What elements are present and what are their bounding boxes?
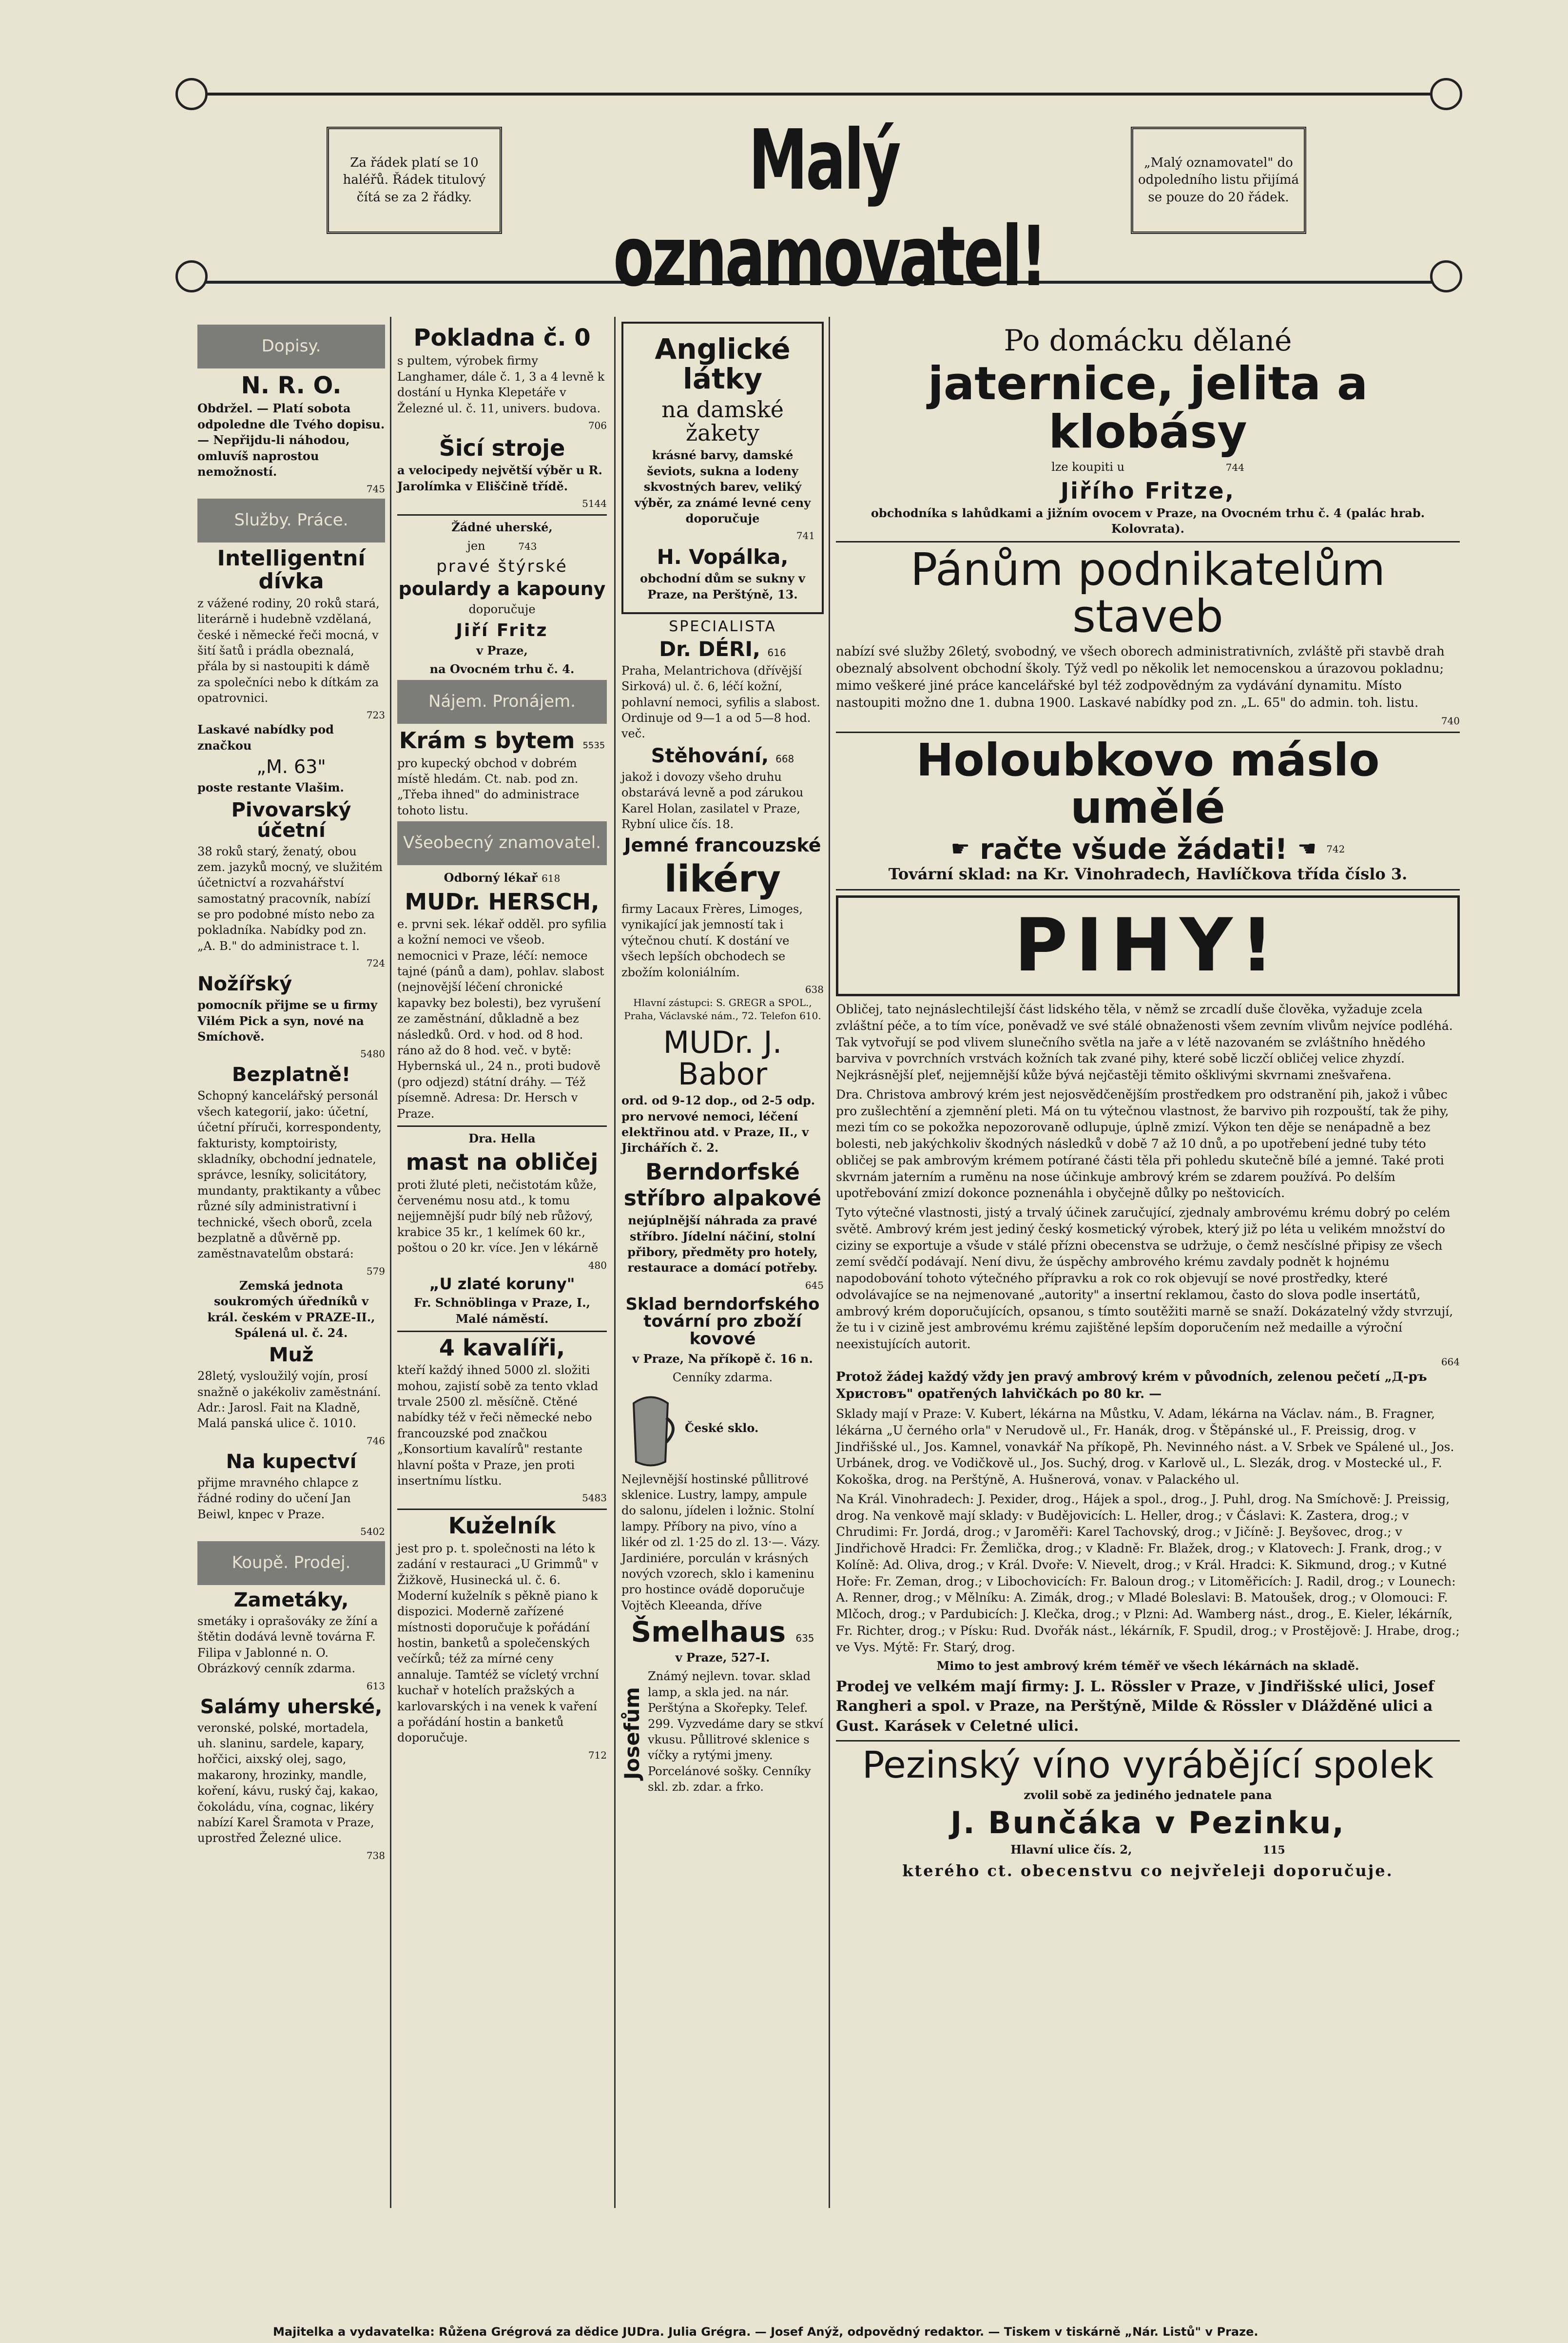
- ad-text: jen: [467, 539, 485, 553]
- column-divider: [390, 317, 391, 2208]
- ad-text: doporučuje: [468, 602, 536, 617]
- ad-number: 746: [366, 1434, 385, 1447]
- glass-ad-row: [621, 1389, 824, 1472]
- ad-title: Pánům podnikatelům staveb: [910, 543, 1386, 643]
- ad-title: Na kupectví: [226, 1450, 357, 1473]
- ad-text: Nejlevnější hostinské půllitrové sklenice. Lustry, lampy, ampule do salonu, jídelen i ložnic. Stolní lampy. Příbory na pivo, víno a likér od zl. 1·25 do zl. 13·—. Vázy. Jardiniére, porculán v krásných nových vzorech, sklo i kameninu pro hostince ovádě doporučuje Vojtěch Kleeanda, dříve: [621, 1472, 820, 1612]
- ad-title: Anglické látky: [655, 332, 791, 395]
- ad-text: [836, 459, 1460, 475]
- ad-text: Tyto výtečné vlastnosti, jistý a trvalý účinek zaručující, zjednaly ambrovému krému dobrý po celém světě. Ambrový krém jest jediný český kosmetický výrobek, který již po léta u velikém množství do ciziny se exportuje a všude v stálé přízni obecenstva se udržuje, o čemž nesčíslné připisy ze všech zemí svědčí podávají. Není divu, že úspěchy ambrového krému zavdaly podnět k hojnému napodobování tohoto výtečného přípravku a rok co rok objevují se nové prostředky, které odvolávajíce se na nejmenované „autority" a insertní reklamou, často do slova podle insertátů, ambrový krém doporučujících, opsanou, s tímto soutěžiti marně se snaží. Dokázatelný vždy stvrzují, že tu i v cizině jest ambrovému krému zajištěné lepším doporučením než medaille a výroční neexistujících autorit.: [836, 1205, 1453, 1352]
- ad-number: 5144: [582, 498, 607, 510]
- ad-number: 613: [366, 1680, 385, 1692]
- ad-number: 115: [1262, 1843, 1285, 1857]
- ad-number: 745: [366, 483, 385, 495]
- column-divider: [614, 317, 616, 2208]
- ad-text: v Praze, 527-I.: [675, 1650, 770, 1665]
- ad-title: 4 kavalíři,: [439, 1335, 565, 1361]
- ad-title: [621, 746, 824, 766]
- ad-title: Pokladna č. 0: [413, 324, 591, 351]
- ad-number: 5483: [582, 1492, 607, 1504]
- ad-number: 743: [518, 541, 537, 553]
- separator: [836, 889, 1460, 891]
- ad-text: Tovární sklad: na Kr. Vinohradech, Havlíčkova třída číslo 3.: [888, 865, 1408, 884]
- ad-title: Po domácku dělané: [1004, 324, 1292, 358]
- ad-title: J. Bunčáka v Pezinku,: [950, 1805, 1345, 1841]
- deadline-notice-box: „Malý oznamovatel" do odpoledního listu přijímá se pouze do 20 řádek.: [1131, 127, 1306, 234]
- column-divider: [829, 317, 830, 2208]
- ad-text: Mimo to jest ambrový krém téměř ve všech lékárnách na skladě.: [936, 1659, 1359, 1673]
- maslo-sub-row: [836, 834, 1460, 864]
- ad-text: kterého ct. obecenstvu co nejvřeleji doporučuje.: [902, 1861, 1394, 1880]
- ad-text: v Praze, Na příkopě č. 16 n.: [632, 1351, 813, 1366]
- ad-number: 5402: [360, 1526, 385, 1538]
- ad-text: Dra. Hella: [468, 1131, 536, 1145]
- ad-title: MUDr. HERSCH,: [405, 888, 600, 915]
- separator: [397, 1331, 607, 1332]
- ad-text: Na Král. Vinohradech: J. Pexider, drog., Hájek a spol., drog., J. Puhl, drog. Na Smíchově: J. Preissig, drog. Na venkově mají sklady: v Budějovicích: L. Heller, drog.; v Čáslavi: K. Zastera, drog.; v Chrudimi: Fr. Jordá, drog.; v Jaroměři: Karel Tachovský, drog.; v Jičíně: J. Beyšovec, drog.; v Jindřichově Hradci: Fr. Žemlička, drog.; v Kladně: Fr. Blažek, drog.; v Klatovech: J. Frank, drog.; v Kolíně: Ad. Oliva, drog.; v Král. Dvoře: V. Nievelt, drog.; v Král. Hradci: K. Sikmund, drog.; v Kutné Hoře: Fr. Zeman, drog.; v Libochovicích: Fr. Baloun drog.; v Litoměřicích: J. Radil, drog.; v Lounech: A. Renner, drog.; v Mělníku: A. Zimák, drog.; v Mladé Boleslavi: B. Matoušek, drog.; v Olomouci: F. Mlčoch, drog.; v Pardubicích: J. Klečka, drog.; v Plzni: Ad. Wamberg nást., drog., E. Kieler, lékárník, Fr. Richter, drog.; v Písku: Rud. Dvořák nást., lékárník, F. Spudil, drog.; v Prostějově: J. Hrabe, drog.; ve Vys. Mýtě: Fr. Starý, drog.: [836, 1491, 1460, 1654]
- ad-title: Zametáky,: [233, 1589, 349, 1612]
- ad-title: stříbro alpakové: [623, 1186, 822, 1211]
- ad-title: Pezinský víno vyrábějící spolek: [862, 1743, 1434, 1787]
- separator: [397, 1125, 607, 1127]
- ad-title: likéry: [664, 857, 781, 901]
- ad-text: Hlavní zástupci: S. GREGR a SPOL., Praha, Václavské nám., 72. Telefon 610.: [624, 996, 821, 1022]
- ad-text: Protož žádej každý vždy jen pravý ambrový krém v původních, zelenou pečetí „Д-ръ Христовъ" opatřených lahvičkách po 80 kr. —: [836, 1369, 1427, 1402]
- ad-text: Fr. Schnöblinga v Praze, I., Malé náměstí.: [414, 1296, 590, 1326]
- ad-number: 738: [366, 1849, 385, 1861]
- ad-title: Bezplatně!: [232, 1064, 351, 1086]
- ad-number: 579: [366, 1265, 385, 1277]
- column-3: [621, 322, 824, 1798]
- ad-title: MUDr. J. Babor: [663, 1024, 782, 1092]
- ad-text: e. prvni sek. lékař odděl. pro syfilia a kožní nemoci ve všeob. nemocnici v Praze, léčí: nemoce tajné (pánů a dam), pohlav. slabost (nejnovější léčení chronické kapavky bez bolesti), bez vyrušení ze zaměstnání, důkladně a bez následků. Ord. v hod. od 8 hod. ráno až do 8 hod. več. v bytě: Hybernská ul., 24 n., proti budově (pro odjezd) státní dráhy. — Též písemně. Adresa: Dr. Hersch v Praze.: [397, 917, 607, 1121]
- ad-title: Sklad berndorfského tovární pro zboží kovové: [625, 1294, 820, 1349]
- corner-ornament-icon: [175, 260, 208, 292]
- ad-subtitle: na damské žakety: [661, 396, 784, 446]
- ad-text: veronské, polské, mortadela, uh. slaninu, sardele, kapary, hořčici, aixský olej, sago, makarony, hrozinky, mandle, koření, kávu, ruský čaj, kakao, čokoládu, vína, cognac, likéry nabízí Karel Šramota v Praze, uprostřed Železné ulice.: [197, 1721, 379, 1845]
- ad-text: z vážené rodiny, 20 roků stará, literárně i hudebně vzdělaná, české i německé řeči mocná, v šití šatů i prádla obeznalá, přála by si nastoupiti k dámě za společníci nebo k dítkám za opatrovnici.: [197, 596, 380, 705]
- ad-text: v Praze,: [476, 643, 528, 658]
- ad-text: České sklo.: [685, 1421, 759, 1435]
- imprint-footer: Majitelka a vydavatelka: Růžena Grégrová za dědice JUDra. Julia Grégra. — Josef Anýž, odpovědný redaktor. — Tiskem v tiskárně „Nár. Listů" v Praze.: [273, 2325, 1258, 2339]
- section-header-najem: Nájem. Pronájem.: [397, 680, 607, 724]
- ad-title: [621, 1617, 824, 1647]
- ad-title: Pivovarský účetní: [231, 798, 351, 842]
- ad-number: 668: [775, 753, 794, 765]
- ad-text: Schopný kancelářský personál všech kategorií, jako: účetní, účetní příruči, korrespondenty, fakturisty, komptoiristy, skladníky, obchodní jednatele, správce, lesníky, solicitátory, mundanty, praktikanty a vůbec různé síly administrativní i technické, všech oborů, zcela bezplatně a důvěrně pp. zaměstnavatelům obstará:: [197, 1089, 382, 1261]
- ad-title: jaternice, jelita a klobásy: [928, 357, 1368, 459]
- ad-number: 645: [805, 1279, 824, 1291]
- ad-title-text: Stěhování,: [651, 744, 769, 767]
- column-4: [836, 322, 1460, 1884]
- ad-title: poulardy a kapouny: [398, 578, 606, 600]
- ad-number: 5535: [582, 740, 605, 751]
- ad-title: Berndorfské: [645, 1158, 800, 1185]
- ad-title: [621, 639, 824, 660]
- josefum-ad: [621, 1668, 824, 1798]
- ad-text: Sklady mají v Praze: V. Kubert, lékárna na Můstku, V. Adam, lékárna na Václav. nám., B. Fragner, lékárna „U černého orla" v Nerudově ul., Fr. Hanák, drog. v Štěpánské ul., F. Preissig, drog. v Jindřišské ul., Jos. Kamnel, vonavkář Na příkopě, Ph. Nevinného nást. a V. Srbek ve Spálené ul., Jos. Urbánek, drog. ve Vodičkově ul., Jos. Suchý, drog. v Karlově ul., L. Slezák, drog. v Mostecké ul., F. Kokoška, drog. na Perštýně, A. Hušnerová, vonav. v Palackého ul.: [836, 1407, 1454, 1487]
- ad-title: mast na obličej: [406, 1149, 599, 1176]
- ad-title: Jiřího Fritze,: [1060, 477, 1236, 504]
- ad-text: [397, 870, 607, 886]
- ad-text: a velocipedy největší výběr u R. Jarolímka v Eliščině třídě.: [397, 463, 602, 493]
- ad-text: Známý nejlevn. tovar. sklad lamp, a skla jed. na nár. Perštýna a Skořepky. Telef. 299. Vyzvedáme dary se stkví vkusu. Půllitrové sklenice s víčky a rytými jmeny. Porcelánové sošky. Cenníky skl. zb. zdar. a frko.: [648, 1669, 823, 1794]
- ad-text: obchodníka s lahůdkami a jižním ovocem v Praze, na Ovocném trhu č. 4 (palác hrab. Kolovrata).: [871, 506, 1425, 536]
- ad-number: 724: [366, 957, 385, 969]
- ad-number: 618: [542, 872, 561, 885]
- ad-title-text: Dr. DÉRI,: [659, 637, 760, 661]
- ad-text: Obličej, tato nejnáslechtilejší část lidského těla, v němž se zrcadlí duše člověka, vyžaduje zcela zvláštní péče, a to tím více, poněvadž ve své stálé obnaženosti všem zevním vlivům nejvíce podléhá. Tak vytvořují se pod vlivem slunečního světla na jaře a v létě nazovaném se zvláštního hnědého barviva v povrchních vrstvách kožních tak zvané pihy, které sobě liczčí obličej velice zhyzdí. Nejkrásnější pleť, nejjemnější kůže bývá nejčastěji těmito ošklivými skvrnami znešvařena.: [836, 1002, 1453, 1083]
- ad-text: Prodej ve velkém mají firmy: J. L. Rössler v Praze, v Jindřišské ulici, Josef Rangheri a spol. v Praze, na Perštýně, Milde & Rössler v Dlážděné ulici a Gust. Karásek v Celetné ulici.: [836, 1678, 1434, 1735]
- section-header-sluzby: Služby. Práce.: [197, 499, 385, 542]
- separator: [397, 514, 607, 516]
- pointing-hand-icon: ☚: [1297, 836, 1317, 862]
- ad-text: přijme mravného chlapce z řádné rodiny do učení Jan Beiwl, knpec v Praze.: [197, 1475, 358, 1521]
- ad-title: Jemné francouzské: [624, 834, 821, 856]
- corner-ornament-icon: [1430, 260, 1462, 292]
- section-header-vseobecny: Všeobecný znamovatel.: [397, 821, 607, 865]
- section-header-koupe: Koupě. Prodej.: [197, 1541, 385, 1585]
- ad-title: H. Vopálka,: [657, 545, 789, 569]
- pihy-banner: [836, 895, 1460, 997]
- ad-text: lze koupiti u: [1051, 460, 1125, 474]
- column-2: [397, 322, 607, 1762]
- ad-text: krásné barvy, damské ševiots, sukna a lodeny skvostných barev, veliký výběr, za známé levné ceny doporučuje: [634, 448, 811, 525]
- beer-stein-icon: [621, 1389, 680, 1472]
- ad-text: Žádné uherské,: [451, 520, 553, 535]
- ad-text: [836, 1842, 1460, 1858]
- ad-text: ord. od 9-12 dop., od 2-5 odp. pro nervové nemoci, léčení elektřinou atd. v Praze, II., v Jirchářích č. 2.: [621, 1093, 815, 1155]
- price-notice-box: Za řádek platí se 10 haléřů. Řádek titulový čítá se za 2 řádky.: [327, 127, 502, 234]
- ad-number: 664: [1441, 1355, 1460, 1368]
- ad-number: 635: [795, 1632, 814, 1645]
- ad-text: [397, 538, 607, 554]
- ad-text: smetáky i oprašováky ze žíní a štětin dodává levně továrna F. Filipa v Jablonné n. O. Obrázkový cenník zdarma.: [197, 1614, 378, 1676]
- pointing-hand-icon: ☛: [950, 836, 970, 862]
- ad-number: 744: [1225, 462, 1244, 474]
- ad-text: jest pro p. t. společnosti na léto k zadání v restauraci „U Grimmů" v Žižkově, Husinecká ul. č. 6. Moderní kuželník s pěkně piano k dispozici. Moderně zařízené místnosti doporučuje k pořádání hostin, banketů a společenských večírků; též za mírné ceny annaluje. Tamtéž se vícletý vrchní kuchař v hotelích pražských a karlovarských i na venek k vaření a pořádání hostin a banketů doporučuje.: [397, 1541, 599, 1745]
- ad-text: obchodní dům se sukny v Praze, na Perštýně, 13.: [640, 571, 805, 601]
- ad-text: pomocník přijme se u firmy Vilém Pick a syn, nové na Smíchově.: [197, 998, 377, 1044]
- ad-title: Nožířský: [197, 973, 292, 996]
- ad-title: [397, 729, 607, 752]
- ad-text: Praha, Melantrichova (dřívější Sirková) ul. č. 6, léčí kožní, pohlavní nemoci, syfilis a slabost. Ordinuje od 9—1 a od 5—8 hod. več.: [621, 663, 820, 741]
- masthead: [190, 93, 1448, 305]
- ad-text: pro kupecký obchod v dobrém místě hledám. Ct. nab. pod zn. „Třeba ihned" do administrace tohoto listu.: [397, 756, 580, 817]
- ad-title: Salámy uherské,: [200, 1695, 383, 1718]
- ad-title: Jiří Fritz: [456, 620, 548, 640]
- ad-mark: „M. 63": [256, 756, 326, 778]
- ad-text: firmy Lacaux Frères, Limoges, vynikající jak jemností tak i výtečnou chutí. K dostání ve všech lepších obchodech se zbožím koloniálním.: [621, 902, 803, 979]
- ad-title: Muž: [269, 1344, 314, 1367]
- ad-text: 38 roků starý, ženatý, obou zem. jazyků mocný, ve služitém účetnictví a rozvahářství samostatný pracovník, nabízí se pro podobné místo nebo za pokladníka. Nabídky pod zn. „A. B." do administrace t. l.: [197, 844, 383, 953]
- page-title: Malý oznamovatel!: [613, 112, 1045, 305]
- separator: [836, 732, 1460, 733]
- ad-title: „U zlaté koruny": [429, 1274, 575, 1293]
- ad-text: s pultem, výrobek firmy Langhamer, dále č. 1, 3 a 4 levně k dostání u Hynka Klepetáře v Železné ul. č. 11, univers. budova.: [397, 354, 605, 415]
- ad-text: jakož i dovozy všeho druhu obstarává levně a pod zárukou Karel Holan, zasilatel v Praze, Rybní ulice čís. 18.: [621, 770, 804, 831]
- ad-text: na Ovocném trhu č. 4.: [429, 661, 575, 676]
- ad-title-text: Krám s bytem: [399, 727, 575, 754]
- ad-text: kteří každý ihned 5000 zl. složiti mohou, zajistí sobě za tento vklad trvale 2500 zl. měsíčně. Ctěné nabídky též v řeči německé nebo francouzské pod značkou „Konsortium kavalírů" restante hlavní pošta v Praze, jen proti insertnímu lístku.: [397, 1363, 599, 1488]
- corner-ornament-icon: [1430, 78, 1462, 110]
- ad-text: Laskavé nabídky pod značkou: [197, 722, 334, 753]
- ad-text: Obdržel. — Platí sobota odpoledne dle Tvého dopisu. — Nepřijdu-li náhodou, omluvíš naprostou nemožností.: [197, 401, 385, 479]
- ad-title-text: Šmelhaus: [631, 1615, 786, 1649]
- ad-number: 712: [588, 1749, 607, 1761]
- ad-title: pravé štýrské: [436, 556, 568, 576]
- ad-text: nabízí své služby 26letý, svobodný, ve všech oborech administrativních, zvláště při stavbě drah obeznalý absolvent obchodní školy. Týž vedl po několik let nemocenskou a úrazovou pokladnu; mimo veškeré jiné práce kancelářské byl též zodpovědným za vydávání dynamitu. Místo nastoupiti možno dne 1. dubna 1900. Laskavé nabídky pod zn. „L. 65" do admin. toh. listu.: [836, 644, 1445, 711]
- ad-text: Hlavní ulice čís. 2,: [1010, 1842, 1132, 1857]
- ad-number: 638: [805, 983, 824, 995]
- ad-number: 740: [1441, 715, 1460, 727]
- ad-title: PIHY!: [1014, 903, 1282, 988]
- ad-text: proti žluté pleti, nečistotám kůže, červenému nosu atd., k tomu nejjemnější pudr bílý neb růžový, krabice 35 kr., 1 kelímek 60 kr., poštou o 20 kr. více. Jen v lékárně: [397, 1178, 599, 1255]
- ad-text: Zemská jednota soukromých úředníků v král. českém v PRAZE-II., Spálená ul. č. 24.: [207, 1278, 375, 1340]
- ad-number: 480: [588, 1259, 607, 1271]
- anglicke-ad-box: [621, 322, 824, 614]
- ad-text: nejúplnější náhrada za pravé stříbro. Jídelní náčiní, stolní přibory, předměty pro hotely, restaurace a domácí potřeby.: [627, 1213, 818, 1275]
- ad-number: 616: [767, 646, 786, 658]
- ad-title: Josefům: [620, 1687, 644, 1780]
- corner-ornament-icon: [175, 78, 208, 110]
- ad-title: Šicí stroje: [439, 434, 565, 461]
- separator: [836, 541, 1460, 542]
- section-header-dopisy: Dopisy.: [197, 325, 385, 368]
- ad-text: zvolil sobě za jediného jednatele pana: [1024, 1788, 1272, 1802]
- ad-number: 723: [366, 709, 385, 721]
- ad-number: 706: [588, 419, 607, 431]
- ad-subtitle: račte všude žádati!: [980, 832, 1288, 866]
- ad-text: Odborný lékař: [444, 871, 538, 885]
- separator: [836, 1740, 1460, 1742]
- separator: [397, 1509, 607, 1510]
- ad-title: Holoubkovo máslo umělé: [916, 734, 1380, 833]
- ad-number: 5480: [360, 1048, 385, 1060]
- ad-text: Dra. Christova ambrový krém jest nejosvědčenějším prostředkem pro odstranění pih, jakož i vůbec pro zušlechtění a zjemnění pleti. Má on tu výtečnou vlastnost, že barvivo pih rozpouští, tak že pihy, mezi tím co se pokožka nepozorovaně odlupuje, úplně zmizí. Výkon ten děje se nenápadně a bez bolesti, neb jakýchkoliv škodných následků v době 7 až 10 dnů, a po upotřebení jedné tuby této obličej se pak ambrovým krémem potírané části těla při pohledu skutečně bílé a jemné. Také proti skvrnám jaterním a ruměnu na nose účinkuje ambrový krém se zdarem používá. Po delším upotřebování zmizí dokonce poznenáhla i obyčejně důlky po neštovicích.: [836, 1087, 1449, 1201]
- ad-text: Cenníky zdarma.: [672, 1371, 773, 1385]
- ad-title: SPECIALISTA: [669, 618, 776, 636]
- ad-number: 741: [796, 530, 815, 542]
- ad-text: 28letý, vysloužilý vojín, prosí snažně o jakékoliv zaměstnání. Adr.: Jarosl. Fait na Kladně, Malá panská ulice č. 1010.: [197, 1369, 381, 1431]
- column-1: [197, 322, 385, 1862]
- ad-title: Kuželník: [448, 1512, 556, 1539]
- ad-number: 742: [1326, 843, 1345, 855]
- ad-text: poste restante Vlašim.: [197, 780, 344, 795]
- ad-title: Intelligentní dívka: [217, 546, 366, 594]
- ad-title: N. R. O.: [241, 372, 342, 399]
